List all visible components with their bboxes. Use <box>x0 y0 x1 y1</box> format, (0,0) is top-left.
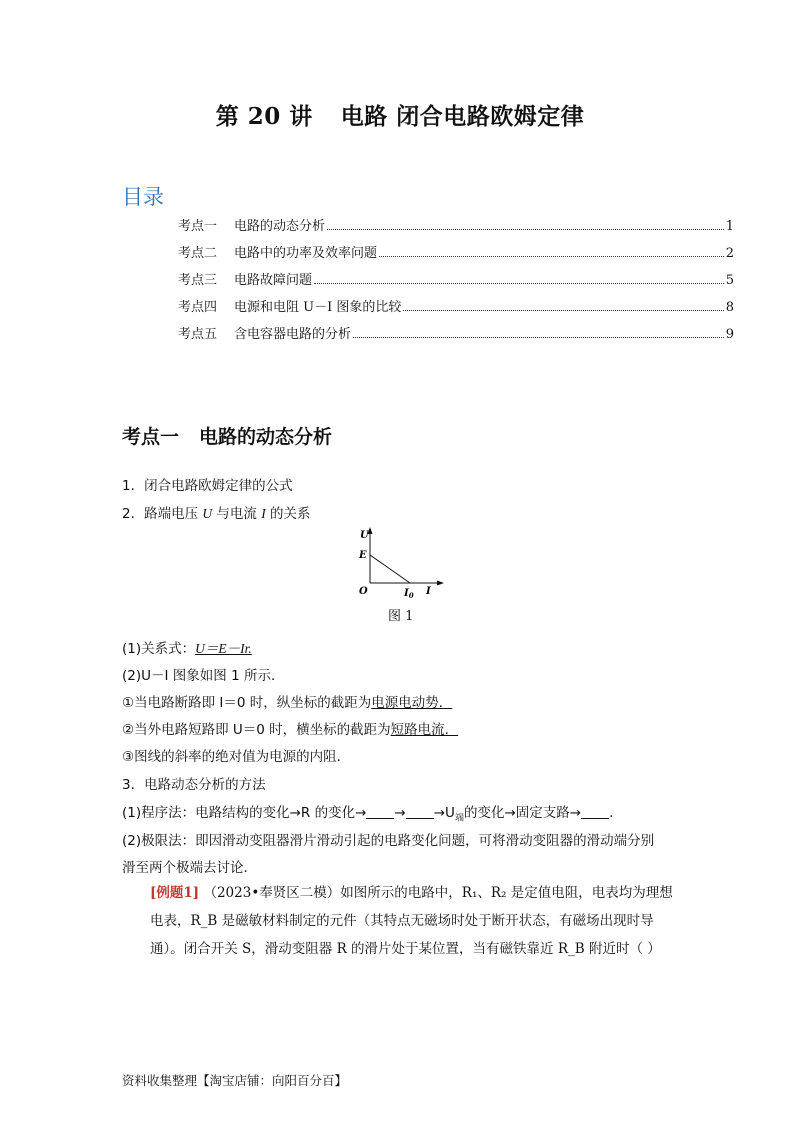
relation-1: (1)关系式：U＝E－Ir. <box>122 641 252 657</box>
method-2-line-1: (2)极限法：即因滑动变阻器滑片滑动引起的电路变化问题，可将滑动变阻器的滑动端分别 <box>122 833 655 849</box>
method-2-line-2: 滑至两个极端去讨论． <box>122 860 257 876</box>
toc-leader-dots <box>327 229 724 230</box>
toc-entry-page: 9 <box>725 327 734 342</box>
page-footer: 资料收集整理【淘宝店铺：向阳百分百】 <box>122 1073 348 1088</box>
x-axis-arrow <box>437 581 444 586</box>
ui-line <box>370 555 410 583</box>
item-2: 2．路端电压 U 与电流 I 的关系 <box>122 506 311 522</box>
ui-graph-figure <box>356 525 446 603</box>
section-heading: 考点一 电路的动态分析 <box>122 426 333 448</box>
toc-entry-page: 1 <box>725 219 734 234</box>
toc-entry-number: 考点五 <box>178 327 218 342</box>
toc-entry-title: 电路中的功率及效率问题 <box>234 246 378 261</box>
toc-entry-page: 2 <box>725 246 734 261</box>
label-e: E <box>359 550 367 561</box>
relation-2: (2)U－I 图象如图 1 所示． <box>122 668 285 684</box>
method-heading: 3．电路动态分析的方法 <box>122 777 266 793</box>
relation-3: ①当电路断路即 I＝0 时，纵坐标的截距为电源电动势． <box>122 695 453 711</box>
toc-entry-number: 考点三 <box>178 273 218 288</box>
label-i0: $I_0$ <box>404 588 414 600</box>
toc-entry-title: 电路的动态分析 <box>234 219 326 234</box>
toc-leader-dots <box>353 337 724 338</box>
toc-entry-title: 电路故障问题 <box>234 273 313 288</box>
toc-entry-page: 5 <box>725 273 734 288</box>
label-o: O <box>359 586 368 597</box>
toc-entry-number: 考点二 <box>178 246 218 261</box>
relation-4: ②当外电路短路即 U＝0 时，横坐标的截距为短路电流． <box>122 722 459 738</box>
page-title: 第 20 讲 电路 闭合电路欧姆定律 <box>215 103 585 130</box>
toc-heading: 目录 <box>122 185 164 209</box>
item-1: 1．闭合电路欧姆定律的公式 <box>122 478 293 494</box>
toc-entry[interactable] <box>178 215 734 242</box>
toc-entry-title: 电源和电阻 U－I 图象的比较 <box>234 300 402 315</box>
table-of-contents <box>178 215 734 350</box>
label-u: U <box>360 530 369 541</box>
toc-entry[interactable] <box>178 296 734 323</box>
method-1: (1)程序法：电路结构的变化→R 的变化→ → $\to U_端$的变化→固定支路→ . <box>122 805 614 824</box>
relation-5: ③图线的斜率的绝对值为电源的内阻． <box>122 749 351 765</box>
toc-leader-dots <box>314 283 724 284</box>
toc-entry-number: 考点一 <box>178 219 218 234</box>
label-i: I <box>426 586 431 597</box>
toc-entry-page: 8 <box>725 300 734 315</box>
figure-caption: 图 1 <box>388 609 414 624</box>
toc-entry[interactable] <box>178 269 734 296</box>
toc-entry[interactable] <box>178 242 734 269</box>
example-1 <box>150 879 686 963</box>
example-text: （2023•奉贤区二模）如图所示的电路中，R₁、R₂ 是定值电阻，电表均为理想电表，R_B 是磁敏材料制定的元件（其特点无磁场时处于断开状态，有磁场出现时导通）。闭合开关 S，滑动变阻器 R 的滑片处于某位置，当有磁铁靠近 R_B 附近时（ ） <box>150 885 673 957</box>
toc-entry-number: 考点四 <box>178 300 218 315</box>
toc-entry[interactable] <box>178 323 734 350</box>
toc-entry-title: 含电容器电路的分析 <box>234 327 352 342</box>
toc-leader-dots <box>379 256 724 257</box>
example-label: [例题1] <box>150 885 200 901</box>
toc-leader-dots <box>403 310 723 311</box>
